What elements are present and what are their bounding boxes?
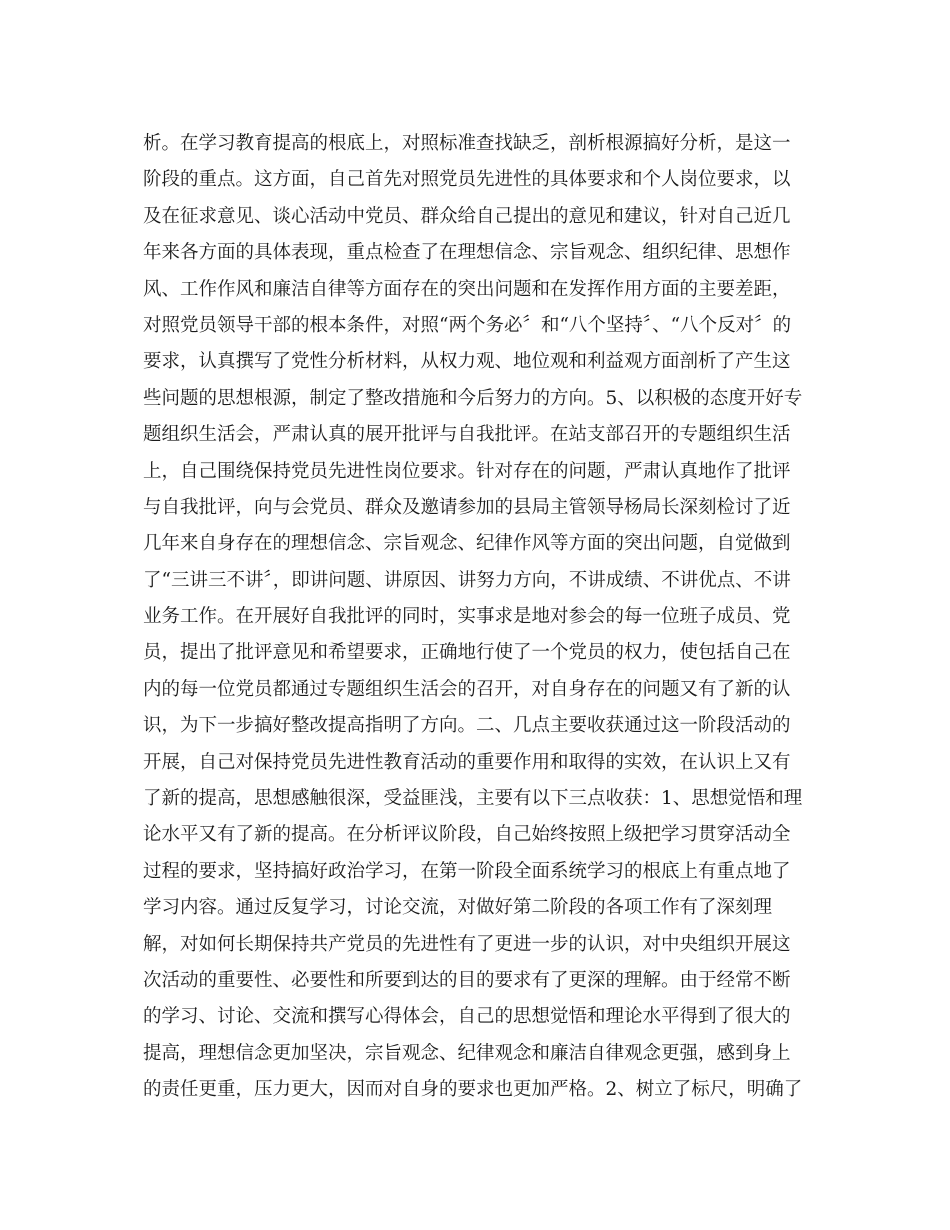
text-line: 的责任更重，压力更大，因而对自身的要求也更加严格。2、树立了标尺，明确了 bbox=[143, 1079, 803, 1101]
text-line: 论水平又有了新的提高。在分析评议阶段，自己始终按照上级把学习贯穿活动全 bbox=[143, 824, 791, 846]
text-line: 解，对如何长期保持共产党员的先进性有了更进一步的认识，对中央组织开展这 bbox=[143, 933, 791, 955]
text-line: 识，为下一步搞好整改提高指明了方向。二、几点主要收获通过这一阶段活动的 bbox=[143, 715, 791, 737]
text-line: 业务工作。在开展好自我批评的同时，实事求是地对参会的每一位班子成员、党 bbox=[143, 606, 791, 628]
text-line: 要求，认真撰写了党性分析材料，从权力观、地位观和利益观方面剖析了产生这 bbox=[143, 351, 791, 373]
text-line: 上，自己围绕保持党员先进性岗位要求。针对存在的问题，严肃认真地作了批评 bbox=[143, 460, 791, 482]
text-line: 员，提出了批评意见和希望要求，正确地行使了一个党员的权力，使包括自己在 bbox=[143, 642, 791, 664]
text-line: 析。在学习教育提高的根底上，对照标准查找缺乏，剖析根源搞好分析，是这一 bbox=[143, 133, 791, 154]
text-line: 学习内容。通过反复学习，讨论交流，对做好第二阶段的各项工作有了深刻理 bbox=[143, 897, 773, 919]
text-line: 对照党员领导干部的根本条件，对照“两个务必〞和“八个坚持〞、“八个反对〞的 bbox=[143, 314, 792, 336]
text-line: 的学习、讨论、交流和撰写心得体会，自己的思想觉悟和理论水平得到了很大的 bbox=[143, 1006, 791, 1028]
text-line: 了“三讲三不讲〞，即讲问题、讲原因、讲努力方向，不讲成绩、不讲优点、不讲 bbox=[143, 569, 791, 591]
text-line: 及在征求意见、谈心活动中党员、群众给自己提出的意见和建议，针对自己近几 bbox=[143, 205, 791, 227]
text-line: 些问题的思想根源，制定了整改措施和今后努力的方向。5、以积极的态度开好专 bbox=[143, 387, 803, 409]
text-line: 与自我批评，向与会党员、群众及邀请参加的县局主管领导杨局长深刻检讨了近 bbox=[143, 496, 791, 518]
text-line: 过程的要求，坚持搞好政治学习，在第一阶段全面系统学习的根底上有重点地了 bbox=[143, 860, 791, 882]
text-line: 风、工作作风和廉洁自律等方面存在的突出问题和在发挥作用方面的主要差距， bbox=[143, 278, 791, 300]
text-line: 开展，自己对保持党员先进性教育活动的重要作用和取得的实效，在认识上又有 bbox=[143, 751, 791, 773]
text-line: 阶段的重点。这方面，自己首先对照党员先进性的具体要求和个人岗位要求，以 bbox=[143, 169, 791, 191]
text-line: 提高，理想信念更加坚决，宗旨观念、纪律观念和廉洁自律观念更强，感到身上 bbox=[143, 1042, 791, 1064]
text-line: 次活动的重要性、必要性和所要到达的目的要求有了更深的理解。由于经常不断 bbox=[143, 969, 791, 991]
text-line: 了新的提高，思想感触很深，受益匪浅，主要有以下三点收获：1、思想觉悟和理 bbox=[143, 788, 803, 810]
body-text bbox=[143, 126, 813, 1109]
text-line: 年来各方面的具体表现，重点检查了在理想信念、宗旨观念、组织纪律、思想作 bbox=[143, 242, 791, 264]
text-line: 几年来自身存在的理想信念、宗旨观念、纪律作风等方面的突出问题，自觉做到 bbox=[143, 533, 791, 555]
text-line: 题组织生活会，严肃认真的展开批评与自我批评。在站支部召开的专题组织生活 bbox=[143, 424, 791, 446]
text-line: 内的每一位党员都通过专题组织生活会的召开，对自身存在的问题又有了新的认 bbox=[143, 678, 791, 700]
